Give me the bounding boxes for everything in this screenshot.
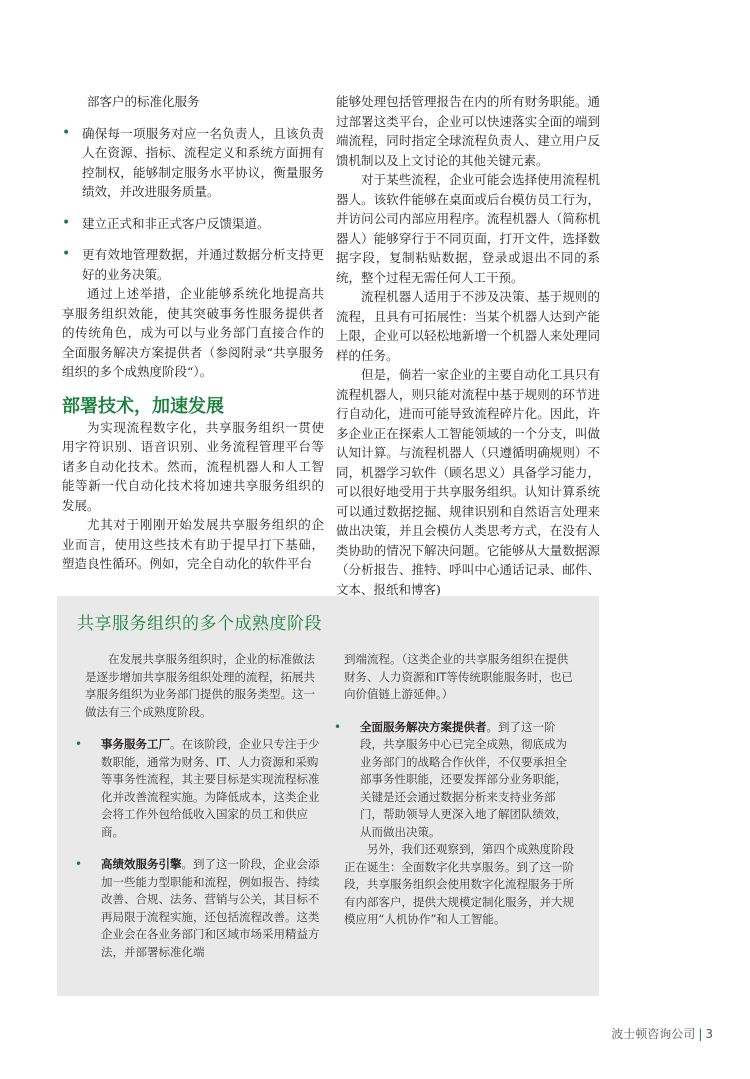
right-column (336, 92, 600, 599)
box-left-column (75, 651, 325, 961)
paragraph: 能够处理包括管理报告在内的所有财务职能。通过部署这类平台，企业可以快速落实全面的端到端流程，同时指定全球流程负责人、建立用户反馈机制以及上文讨论的其他关键元素。 (336, 94, 600, 168)
company-name: 波士顿咨询公司 (611, 1027, 696, 1041)
list-item (62, 124, 324, 202)
box-right-column (334, 651, 578, 929)
bullet-icon: • (75, 737, 83, 751)
list-item (62, 214, 324, 234)
bullet-icon: • (62, 214, 71, 231)
list-item (75, 856, 325, 961)
intro-line: 部客户的标准化服务 (87, 94, 200, 109)
stage-text: 。在该阶段，企业只专注于少数职能，通常为财务、IT、人力资源和采购等事务性流程，其主要目标是实现流程标准化并改善流程实施。为降低成本，这类企业会将工作外包给低收入国家的员工和供应商。 (101, 737, 320, 839)
page-number: 3 (705, 1027, 713, 1041)
bullet-text: 更有效地管理数据，并通过数据分析支持更好的业务决策。 (82, 247, 324, 282)
paragraph: 尤其对于刚刚开始发展共享服务组织的企业而言，使用这些技术有助于提早打下基础，塑造良性循环。例如，完全自动化的软件平台 (62, 517, 324, 571)
section-heading: 部署技术，加速发展 (62, 395, 224, 417)
bullet-icon: • (75, 857, 83, 871)
box-continuation: 到端流程。（这类企业的共享服务组织在提供财务、人力资源和IT等传统职能服务时，也已向价值链上游延伸。） (344, 652, 573, 701)
stage-title: 全面服务解决方案提供者 (360, 719, 487, 734)
box-closing: 另外，我们还观察到，第四个成熟度阶段正在诞生：全面数字化共享服务。到了这一阶段，共享服务组织会使用数字化流程服务于所有内部客户，提供大规模定制化服务，并大规模应用“人机协作”和人工智能。 (344, 842, 574, 926)
paragraph: 但是，倘若一家企业的主要自动化工具只有流程机器人，则只能对流程中基于规则的环节进行自动化，进而可能导致流程碎片化。因此，许多企业正在探索人工智能领域的一个分支，叫做认知计算。与流程机器人（只遵循明确规则）不同，机器学习软件（顾名思义）具备学习能力，可以很好地受用于共享服务组织。认知计算系统可以通过数据挖掘、规律识别和自然语言处理来做出决策，并且会模仿人类思考方式，在没有人类协助的情况下解决问题。它能够从大量数据源（分析报告、推特、呼叫中心通话记录、邮件、文本、报纸和博客) (336, 367, 600, 597)
list-item (62, 245, 324, 284)
list-item (75, 736, 325, 841)
paragraph: 通过上述举措，企业能够系统化地提高共享服务组织效能，使其突破事务性服务提供者的传统角色，成为可以与业务部门直接合作的全面服务解决方案提供者（参阅附录“共享服务组织的多个成熟度阶段“）。 (62, 286, 324, 379)
stage-text: 。到了这一阶段，企业会添加一些能力型职能和流程，例如报告、持续改善、合规、法务、营销与公关，其目标不再局限于流程实施，还包括流程改善。这类企业会在各业务部门和区域市场采用精益方法，并部署标准化端 (101, 857, 320, 959)
left-column (62, 92, 324, 574)
paragraph: 为实现流程数字化，共享服务组织一贯使用字符识别、语音识别、业务流程管理平台等诸多自动化技术。然而，流程机器人和人工智能等新一代自动化技术将加速共享服务组织的发展。 (62, 419, 324, 513)
bullet-icon: • (62, 246, 71, 262)
bullet-icon: • (334, 719, 342, 734)
footer-separator: | (698, 1027, 703, 1041)
box-intro: 在发展共享服务组织时，企业的标准做法是逐步增加共享服务组织处理的流程，拓展共享服务组织为业务部门提供的服务类型。这一做法有三个成熟度阶段。 (85, 652, 315, 719)
paragraph: 流程机器人适用于不涉及决策、基于规则的流程，且具有可拓展性：当某个机器人达到产能上限，企业可以轻松地新增一个机器人来处理同样的任务。 (336, 289, 600, 363)
stage-title: 事务服务工厂 (101, 737, 170, 751)
bullet-text: 确保每一项服务对应一名负责人，且该负责人在资源、指标、流程定义和系统方面拥有控制权，能够制定服务水平协议，衡量服务绩效，并改进服务质量。 (82, 125, 324, 199)
list-item (334, 719, 578, 842)
stage-text: 。到了这一阶段，共享服务中心已完全成熟，彻底成为业务部门的战略合作伙伴，不仅要承担全部事务性职能，还要发挥部分业务职能，关键是还会通过数据分析来支持业务部门，帮助领导人更深入地了解团队绩效，从而做出决策。 (360, 719, 567, 839)
paragraph: 对于某些流程，企业可能会选择使用流程机器人。该软件能够在桌面或后台模仿员工行为，并访问公司内部应用程序。流程机器人（简称机器人）能够穿行于不同页面，打开文件，选择数据字段，复制粘贴数据，登录或退出不同的系统，整个过程无需任何人工干预。 (336, 172, 600, 285)
box-title: 共享服务组织的多个成熟度阶段 (77, 614, 322, 634)
bullet-text: 建立正式和非正式客户反馈渠道。 (82, 215, 270, 231)
stage-title: 高绩效服务引擎 (101, 857, 182, 871)
bullet-icon: • (62, 124, 71, 141)
page-footer (611, 1025, 713, 1042)
sidebar-box (57, 596, 599, 996)
